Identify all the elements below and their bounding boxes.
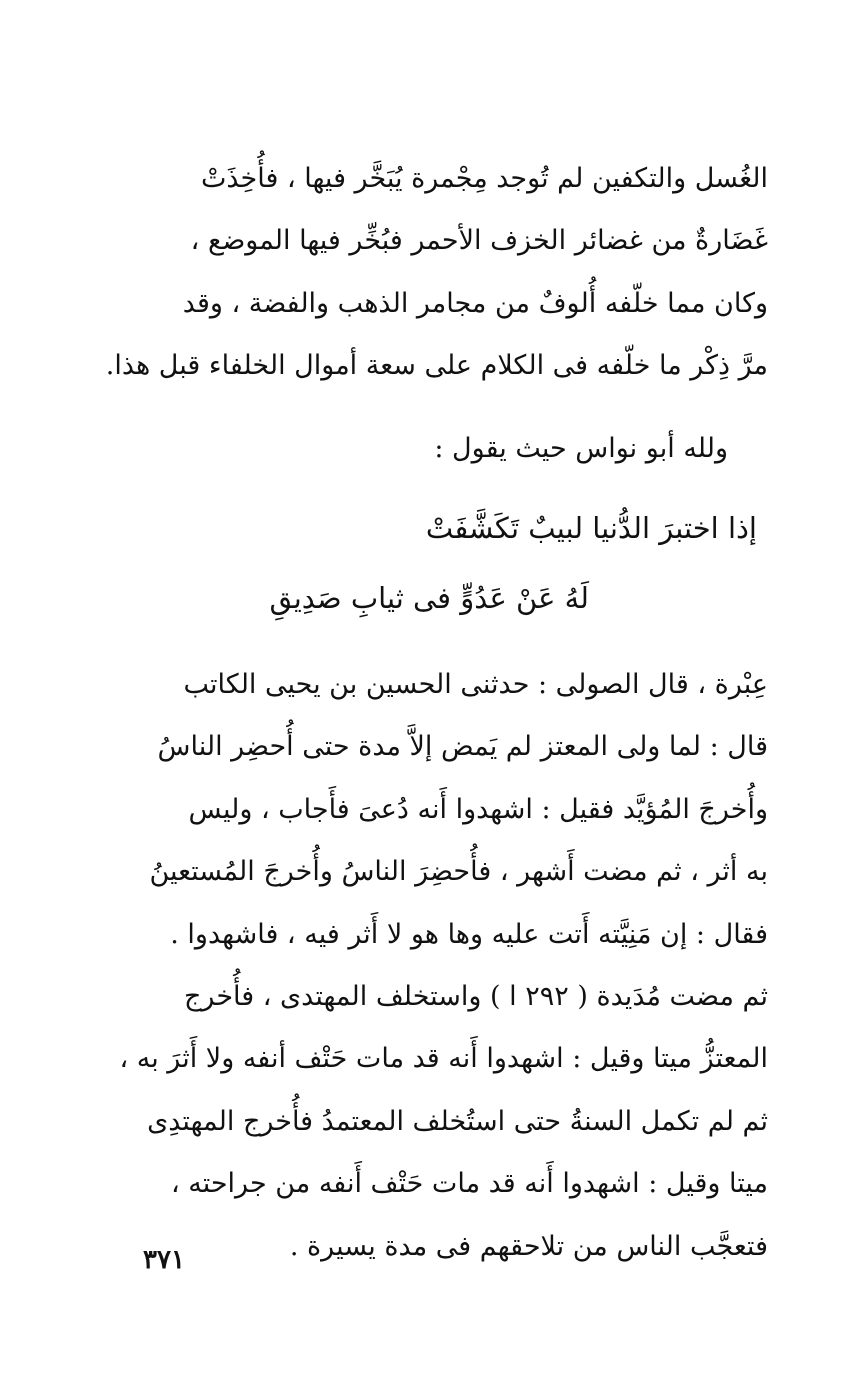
paragraph-2 <box>96 418 768 480</box>
text-line: المعتزُّ ميتا وقيل : اشهدوا أَنه قد مات حَتْف أنفه ولا أَثرَ به ، <box>119 1043 768 1075</box>
text-line: وأُخرجَ المُؤيَّد فقيل : اشهدوا أَنه دُعىَ فأَجاب ، وليس <box>188 793 768 825</box>
verse-line-1: إذا اختبرَ الدُّنيا لبيبٌ تَكَشَّفَتْ <box>425 511 757 545</box>
text-line: ثم مضت مُدَيدة ( ٢٩٢ ا ) واستخلف المهتدى ، فأُخرج <box>184 980 768 1012</box>
paragraph-1 <box>96 148 768 398</box>
text-line: الغُسل والتكفين لم تُوجد مِجْمرة يُبَخَّر فيها ، فأُخِذَتْ <box>200 163 768 194</box>
page-number: ٣٧١ <box>143 1245 185 1275</box>
text-line: ميتا وقيل : اشهدوا أَنه قد مات حَتْف أَنفه من جراحته ، <box>170 1168 768 1200</box>
text-line: وكان مما خلّفه أُلوفٌ من مجامر الذهب والفضة ، وقد <box>182 287 768 319</box>
text-line: ثم لم تكمل السنةُ حتى استُخلف المعتمدُ فأُخرج المهتدِى <box>147 1105 768 1137</box>
paragraph-3 <box>96 654 768 1278</box>
verse-line-2: لَهُ عَنْ عَدُوٍّ فى ثيابِ صَدِيقِ <box>269 581 589 615</box>
text-line: فتعجَّب الناس من تلاحقهم فى مدة يسيرة . <box>289 1230 768 1262</box>
text-line: ولله أبو نواس حيث يقول : <box>434 433 728 464</box>
text-line: مرَّ ذِكْر ما خلّفه فى الكلام على سعة أموال الخلفاء قبل هذا. <box>105 350 768 382</box>
text-line: عِبْرة ، قال الصولى : حدثنى الحسين بن يحيى الكاتب <box>183 669 768 700</box>
text-line: قال : لما ولى المعتز لم يَمض إلاَّ مدة حتى أُحضِر الناسُ <box>157 731 768 763</box>
text-line: فقال : إن مَنِيَّته أَتت عليه وها هو لا أَثر فيه ، فاشهدوا . <box>170 918 768 950</box>
text-line: به أثر ، ثم مضت أَشهر ، فأُحضِرَ الناسُ وأُخرجَ المُستعينُ <box>149 856 768 888</box>
text-line: غَضَارةٌ من غضائر الخزف الأحمر فبُخِّر فيها الموضع ، <box>190 225 768 257</box>
